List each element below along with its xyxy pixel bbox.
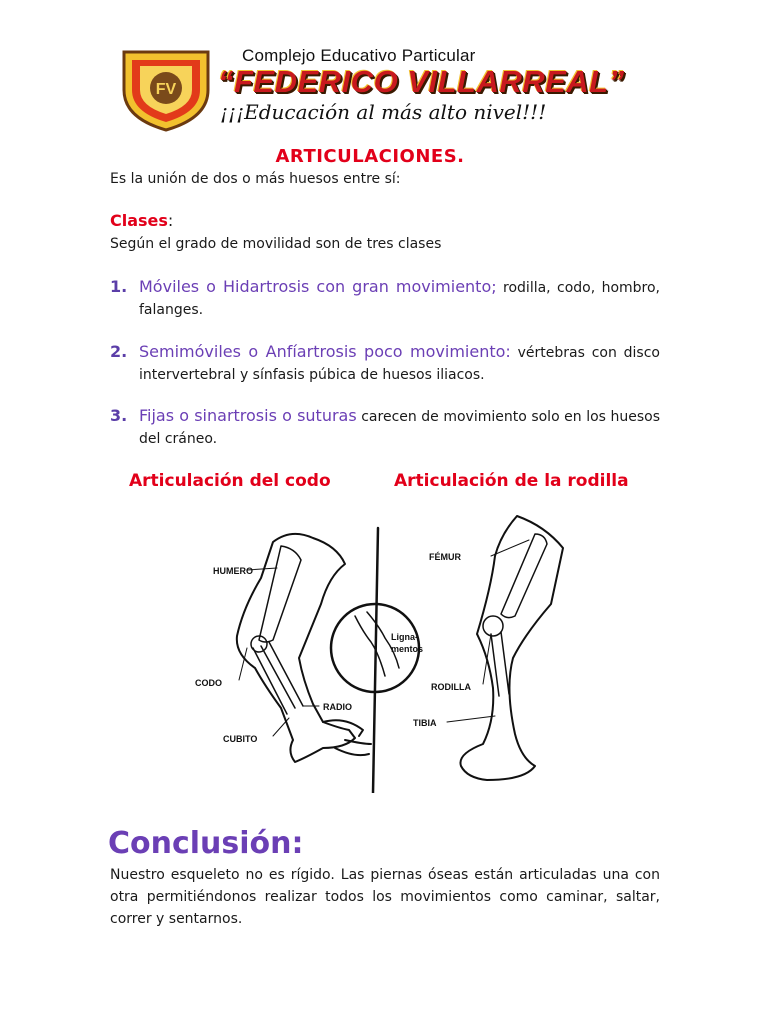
list-item-text: carecen de movimiento solo en los huesos del cráneo. [139,409,661,447]
school-motto: ¡¡¡Educación al más alto nivel!!! [220,100,547,124]
label-radio: RADIO [323,702,352,712]
label-ligamentos-2: mentos [391,644,424,654]
label-cubito: CUBITO [223,734,258,744]
list-item-title: Semimóviles o Anfíartrosis poco movimiento: [139,342,511,361]
caption-knee: Articulación de la rodilla [394,471,629,491]
definition-text: Es la unión de dos o más huesos entre sí: [110,171,401,187]
humerus-bone [259,546,301,642]
caption-elbow: Articulación del codo [129,471,331,491]
label-codo: CODO [195,678,222,688]
list-item-number: 2. [110,342,128,361]
list-item-number: 1. [110,277,128,296]
conclusion-heading: Conclusión: [108,826,304,861]
list-item-title: Móviles o Hidartrosis con gran movimiento; [139,277,497,296]
conclusion-text: Nuestro esqueleto no es rígido. Las piernas óseas están articuladas una con otra permitiéndonos realizar todos los movimientos como caminar, saltar, correr y sentarnos. [110,867,660,927]
svg-text:FV: FV [155,81,177,98]
list-item [110,341,660,386]
knee-joint [483,616,503,636]
label-femur: FÉMUR [429,552,461,562]
school-crest-logo [118,42,214,132]
school-type: Complejo Educativo Particular [242,46,476,65]
list-item [110,276,660,321]
leg-outline [460,516,563,780]
list-item-text: vértebras con disco intervertebral y sínfasis púbica de huesos iliacos. [139,345,660,383]
list-item [110,405,660,450]
label-humero: HUMERO [213,566,253,576]
joints-illustration [195,508,585,793]
school-name: “FEDERICO VILLARREAL” [218,64,625,99]
clases-heading: Clases: [110,211,174,230]
label-rodilla: RODILLA [431,682,471,692]
list-item-title: Fijas o sinartrosis o suturas [139,406,357,425]
list-item-text: rodilla, codo, hombro, falanges. [139,280,660,318]
page-title: ARTICULACIONES. [275,146,465,167]
clases-intro: Según el grado de movilidad son de tres clases [110,236,442,252]
label-ligamentos-1: Ligna- [391,632,418,642]
femur-bone [501,534,547,618]
divider-line [373,528,378,793]
list-item-number: 3. [110,406,128,425]
label-tibia: TIBIA [413,718,437,728]
arm-outline [237,534,355,762]
school-header [118,40,638,130]
